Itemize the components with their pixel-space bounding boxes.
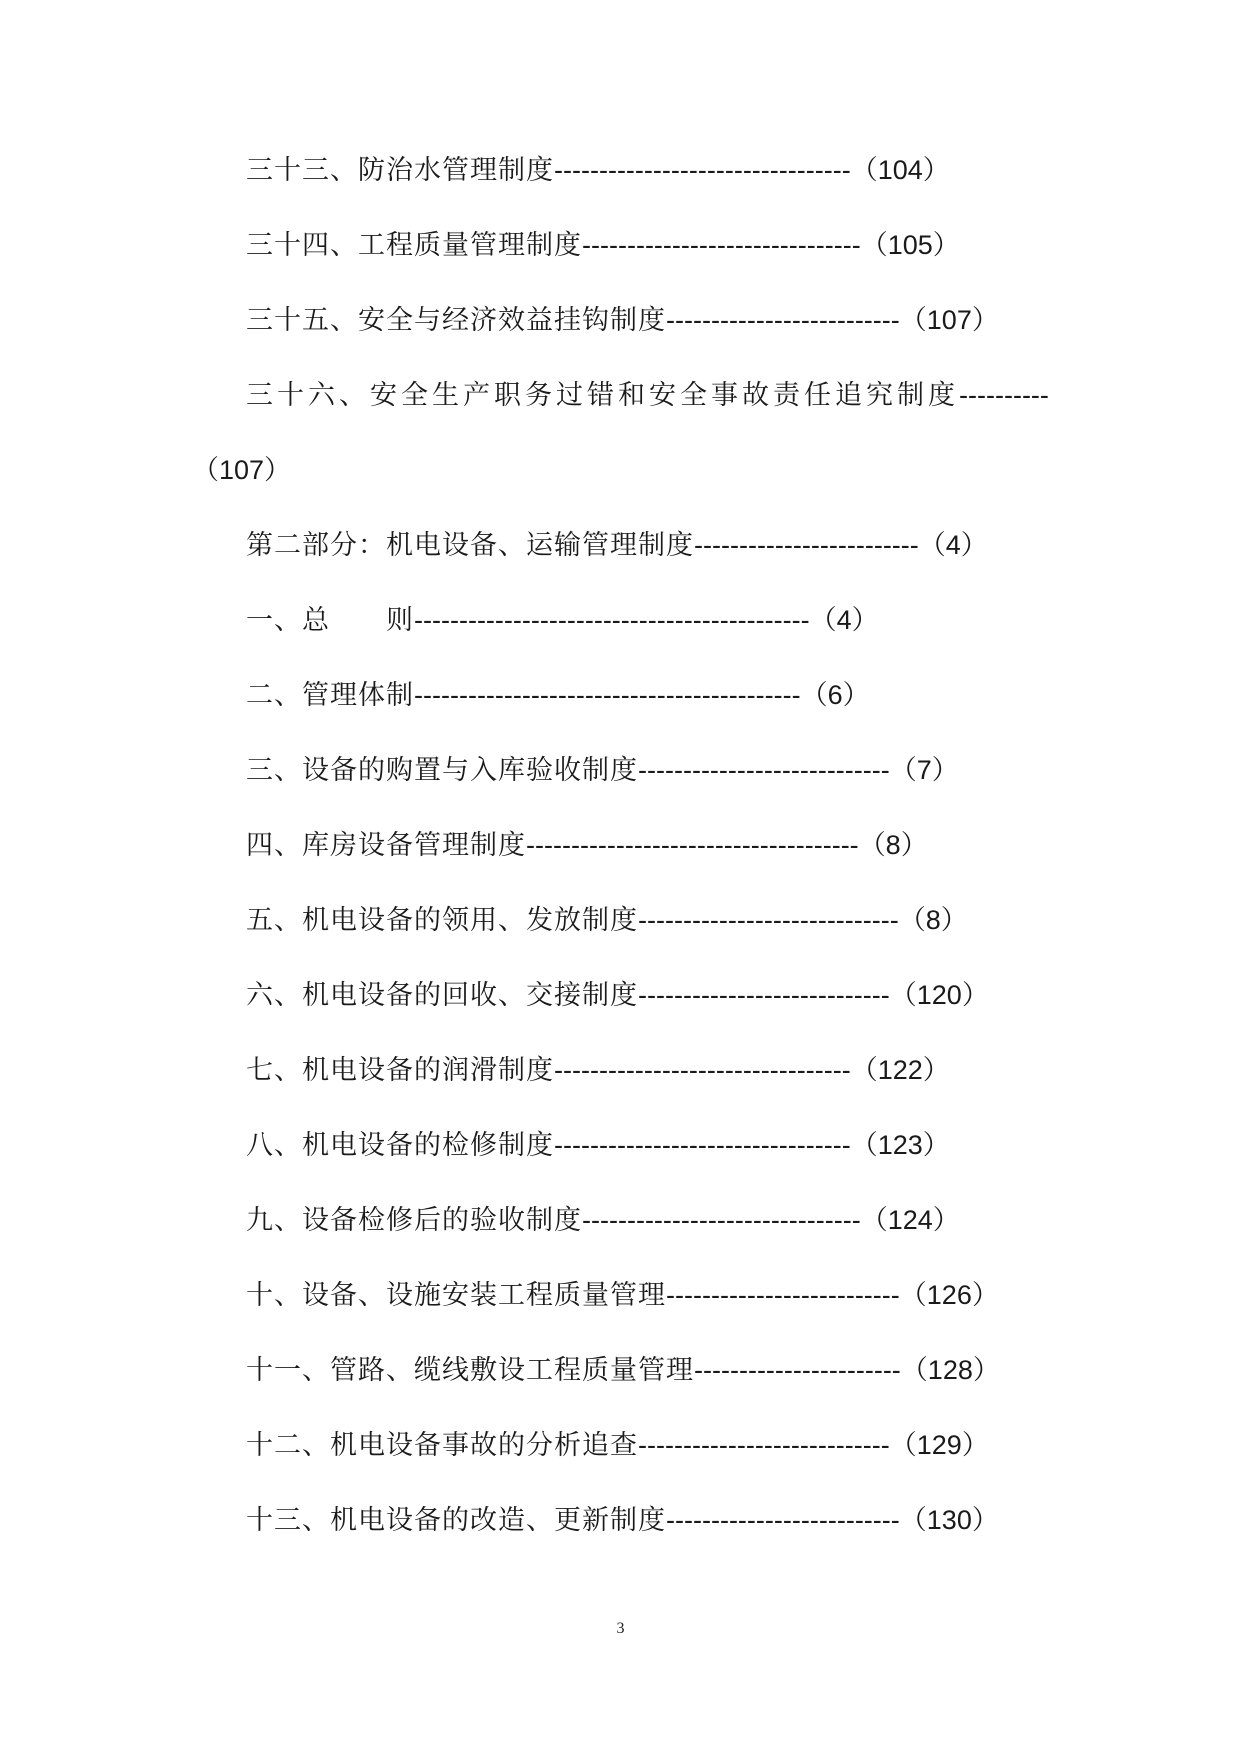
toc-entry-title: 二、管理体制 (246, 680, 414, 711)
toc-entry-title: 七、机电设备的润滑制度 (246, 1055, 554, 1086)
toc-leader: ---------- (959, 380, 1049, 410)
toc-entry (246, 1275, 999, 1316)
toc-leader: -------------------------- (666, 1280, 900, 1310)
toc-entry-title: 三十六、安全生产职务过错和安全事故责任追究制度 (246, 380, 959, 411)
toc-page-ref: （105） (860, 230, 960, 260)
toc-page-ref: （4） (918, 530, 988, 560)
toc-entry-title: 八、机电设备的检修制度 (246, 1130, 554, 1161)
toc-page-ref: （7） (889, 755, 959, 785)
toc-leader: -------------------------- (666, 305, 900, 335)
toc-leader: ----------------------------- (638, 905, 899, 935)
toc-leader: --------------------------------- (554, 1055, 851, 1085)
toc-entry (246, 150, 950, 191)
toc-page-ref: （107） (192, 455, 292, 485)
toc-entry-title: 三十五、安全与经济效益挂钩制度 (246, 305, 666, 336)
toc-entry (246, 750, 959, 791)
toc-entry (246, 375, 1049, 416)
toc-page-ref: （124） (860, 1205, 960, 1235)
toc-page-ref: （123） (850, 1130, 950, 1160)
toc-page-ref: （126） (899, 1280, 999, 1310)
toc-entry (246, 225, 960, 266)
toc-page-ref: （128） (900, 1355, 1000, 1385)
toc-page-ref: （104） (850, 155, 950, 185)
toc-page-ref: （122） (850, 1055, 950, 1085)
toc-entry-title: 十二、机电设备事故的分析追查 (246, 1430, 638, 1461)
toc-page-ref: （4） (809, 605, 879, 635)
toc-leader: ----------------------- (694, 1355, 901, 1385)
toc-page-ref: （130） (899, 1505, 999, 1535)
toc-entry-title: 六、机电设备的回收、交接制度 (246, 980, 638, 1011)
toc-entry-continuation (192, 450, 291, 490)
toc-page-ref: （6） (800, 680, 870, 710)
toc-leader: ---------------------------- (638, 1430, 890, 1460)
toc-page-ref: （120） (889, 980, 989, 1010)
toc-entry (246, 1200, 960, 1241)
toc-leader: ------------------------------- (582, 1205, 861, 1235)
toc-leader: -------------------------- (666, 1505, 900, 1535)
toc-entry (246, 1125, 950, 1166)
toc-entry (246, 900, 968, 941)
toc-page-ref: （107） (899, 305, 999, 335)
toc-entry (246, 975, 989, 1016)
toc-leader: --------------------------------- (554, 1130, 851, 1160)
toc-page-ref: （8） (858, 830, 928, 860)
toc-entry-title: 第二部分：机电设备、运输管理制度 (246, 530, 694, 561)
toc-leader: ---------------------------- (638, 980, 890, 1010)
toc-leader: --------------------------------- (554, 155, 851, 185)
toc-leader: ------------------------- (694, 530, 919, 560)
toc-entry-title: 九、设备检修后的验收制度 (246, 1205, 582, 1236)
toc-entry-title: 五、机电设备的领用、发放制度 (246, 905, 638, 936)
toc-leader: ------------------------------- (582, 230, 861, 260)
toc-entry-title: 一、总 则 (246, 605, 414, 636)
toc-entry (246, 1350, 1000, 1391)
toc-page-ref: （8） (898, 905, 968, 935)
toc-entry (246, 1050, 950, 1091)
toc-entry (246, 825, 928, 866)
toc-entry-title: 十、设备、设施安装工程质量管理 (246, 1280, 666, 1311)
toc-leader: ------------------------------------------- (414, 680, 801, 710)
toc-leader: -------------------------------------------- (414, 605, 810, 635)
toc-leader: ------------------------------------- (526, 830, 859, 860)
toc-page-ref: （129） (889, 1430, 989, 1460)
toc-entry-title: 三十四、工程质量管理制度 (246, 230, 582, 261)
toc-entry (246, 1425, 989, 1466)
toc-entry-title: 十三、机电设备的改造、更新制度 (246, 1505, 666, 1536)
toc-entry (246, 675, 870, 716)
toc-entry-title: 三、设备的购置与入库验收制度 (246, 755, 638, 786)
toc-entry-title: 三十三、防治水管理制度 (246, 155, 554, 186)
toc-leader: ---------------------------- (638, 755, 890, 785)
toc-entry (246, 300, 999, 341)
toc-entry-title: 十一、管路、缆线敷设工程质量管理 (246, 1355, 694, 1386)
toc-entry (246, 525, 988, 566)
toc-entry-title: 四、库房设备管理制度 (246, 830, 526, 861)
page-number: 3 (616, 1620, 625, 1637)
toc-entry (246, 1500, 999, 1541)
toc-entry (246, 600, 879, 641)
